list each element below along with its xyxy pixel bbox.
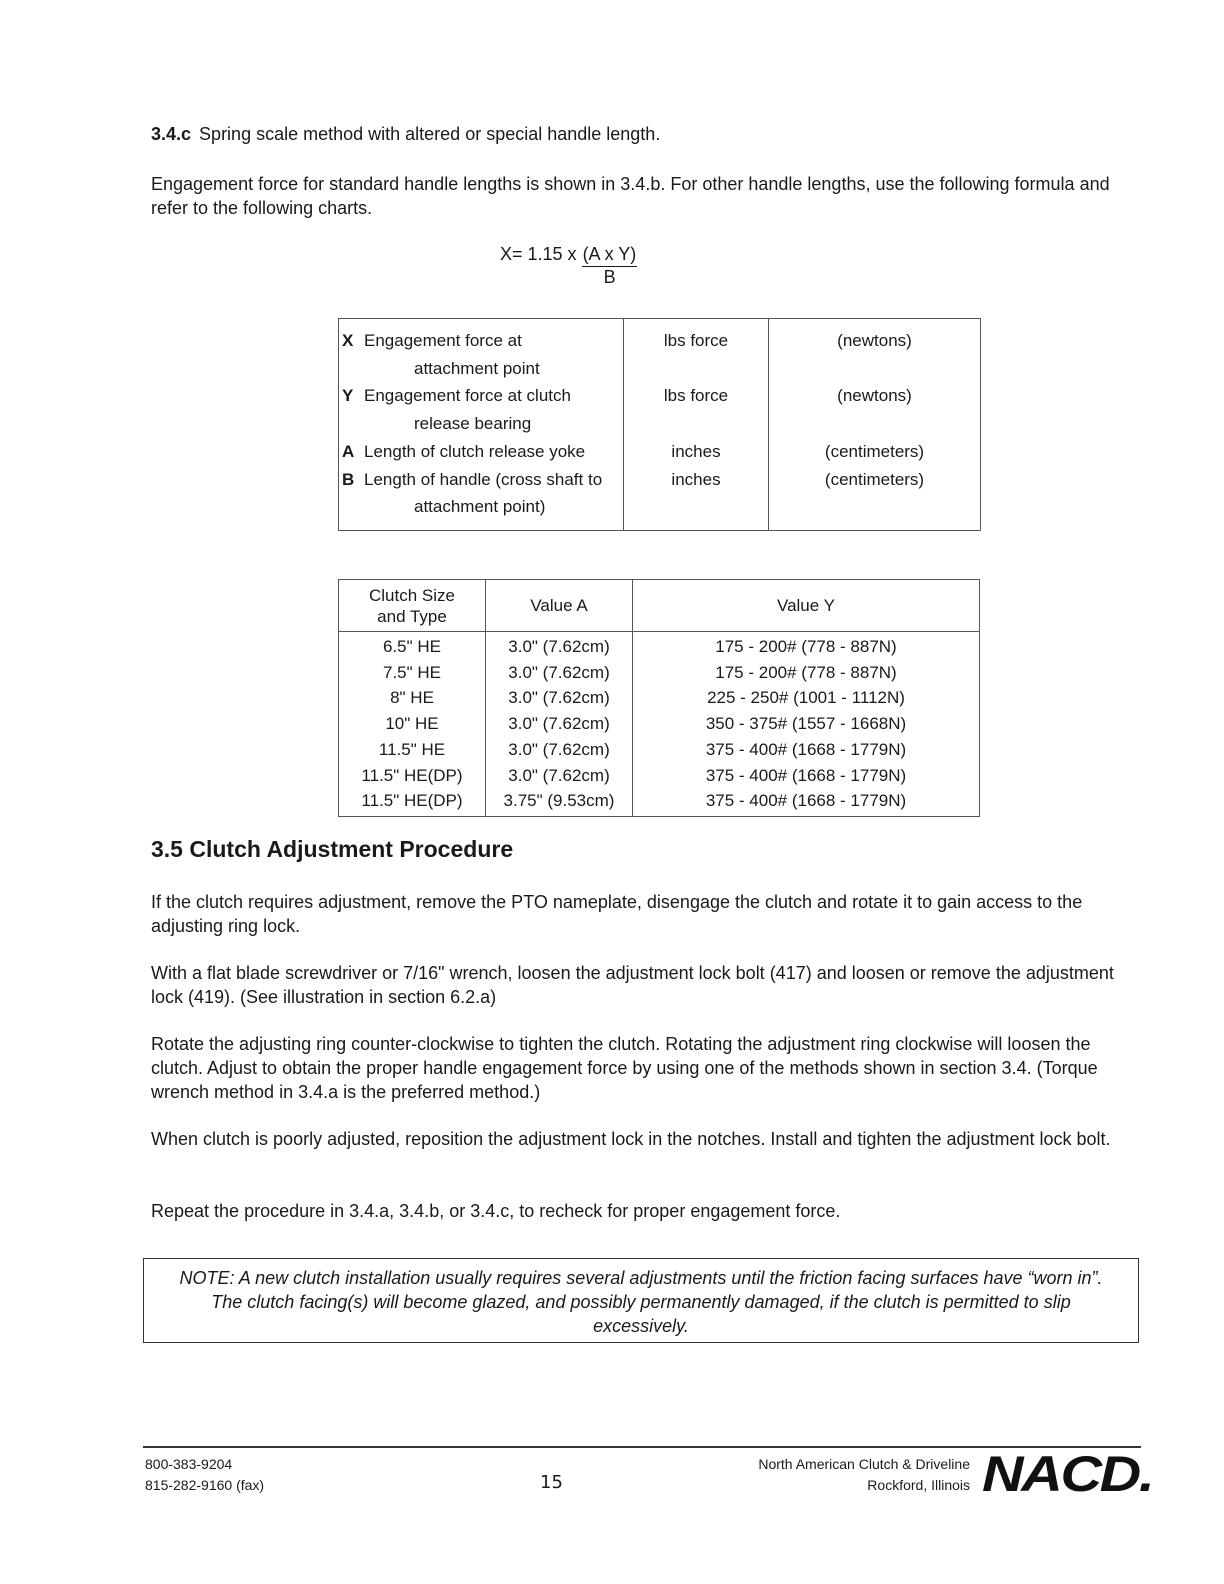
- header-clutch-size: Clutch Size and Type: [339, 580, 486, 632]
- cell-value-y: 175 - 200# (778 - 887N): [633, 660, 980, 686]
- variable-desc-cont: attachment point: [414, 358, 540, 378]
- cell-value-y: 175 - 200# (778 - 887N): [633, 632, 980, 660]
- section-3-4-c-heading: [151, 124, 660, 145]
- table-row: [339, 763, 980, 789]
- variable-key: A: [342, 441, 355, 461]
- table-row: [339, 632, 980, 660]
- clutch-size-table: [338, 579, 980, 817]
- cell-value-a: 3.0" (7.62cm): [486, 763, 633, 789]
- header-value-a: Value A: [486, 580, 633, 632]
- variable-metric: (centimeters): [824, 469, 925, 489]
- cell-value-a: 3.0" (7.62cm): [486, 711, 633, 737]
- section-title: Spring scale method with altered or special handle length.: [199, 124, 661, 144]
- intro-paragraph: Engagement force for standard handle lengths is shown in 3.4.b. For other handle lengths, use the following formula and refer to the following charts.: [151, 174, 1110, 218]
- variable-desc-cont: release bearing: [414, 414, 532, 434]
- table-row: [339, 711, 980, 737]
- variable-desc-cont: attachment point): [414, 497, 546, 517]
- cell-value-y: 225 - 250# (1001 - 1112N): [633, 685, 980, 711]
- cell-size: 11.5" HE(DP): [361, 791, 463, 811]
- nacd-logo: NACD.: [982, 1446, 1153, 1502]
- table-header-row: [339, 580, 980, 632]
- variable-row: [339, 327, 623, 355]
- variable-desc: Engagement force at: [364, 331, 522, 350]
- variable-row: [339, 382, 623, 410]
- table-row: [339, 685, 980, 711]
- cell-value-y: 375 - 400# (1668 - 1779N): [633, 737, 980, 763]
- cell-size: 6.5" HE: [382, 637, 441, 656]
- variables-table: [338, 318, 981, 531]
- variable-desc: Length of clutch release yoke: [364, 441, 586, 461]
- footer-location: Rockford, Illinois: [867, 1477, 970, 1493]
- variable-key: X: [342, 331, 354, 350]
- note-box: NOTE: A new clutch installation usually requires several adjustments until the friction facing surfaces have “worn in”. The clutch facing(s) will become glazed, and possibly permanently damaged, if the clutch is permitted to slip excessively.: [143, 1258, 1139, 1343]
- header-value-y: Value Y: [633, 580, 980, 632]
- variable-key: Y: [342, 386, 354, 406]
- page-number: 15: [540, 1472, 563, 1493]
- cell-size: 11.5" HE(DP): [361, 765, 463, 785]
- variables-unit-column: [624, 319, 769, 531]
- cell-value-a: 3.0" (7.62cm): [486, 737, 633, 763]
- paragraph-4: When clutch is poorly adjusted, reposition the adjustment lock in the notches. Install and tighten the adjustment lock bolt.: [151, 1129, 1111, 1149]
- cell-value-a: 3.0" (7.62cm): [486, 660, 633, 686]
- formula-fraction: [582, 242, 638, 287]
- formula-denominator: B: [603, 267, 616, 287]
- variables-metric-column: [769, 319, 981, 531]
- table-row: [339, 737, 980, 763]
- formula-numerator: (A x Y): [582, 242, 638, 267]
- variable-unit: lbs force: [663, 386, 729, 406]
- variable-key: B: [342, 469, 355, 489]
- variable-row: [339, 466, 623, 494]
- variable-unit: inches: [671, 441, 721, 461]
- formula: [500, 242, 637, 287]
- section-number: 3.4.c: [151, 124, 192, 144]
- table-row: [339, 660, 980, 686]
- footer-fax: 815-282-9160 (fax): [145, 1477, 265, 1493]
- cell-size: 7.5" HE: [382, 662, 441, 682]
- variables-description-column: [339, 319, 624, 531]
- cell-value-y: 375 - 400# (1668 - 1779N): [633, 788, 980, 816]
- footer-company: [690, 1454, 970, 1496]
- footer-company-name: North American Clutch & Driveline: [758, 1456, 970, 1472]
- paragraph-1: If the clutch requires adjustment, remove the PTO nameplate, disengage the clutch and rotate it to gain access to the adjusting ring lock.: [151, 892, 1083, 936]
- cell-value-y: 350 - 375# (1557 - 1668N): [633, 711, 980, 737]
- variable-row: [339, 438, 623, 466]
- cell-size: 10" HE: [385, 714, 439, 734]
- variable-desc: Length of handle (cross shaft to: [364, 469, 603, 489]
- variable-desc: Engagement force at clutch: [364, 386, 571, 406]
- variable-metric: (newtons): [837, 386, 912, 406]
- paragraph-2: With a flat blade screwdriver or 7/16" wrench, loosen the adjustment lock bolt (417) and loosen or remove the adjustment lock (419). (See illustration in section 6.2.a): [151, 963, 1114, 1007]
- cell-value-a: 3.0" (7.62cm): [486, 685, 633, 711]
- cell-size: 11.5" HE: [378, 739, 446, 759]
- cell-value-a: 3.0" (7.62cm): [486, 632, 633, 660]
- paragraph-3: Rotate the adjusting ring counter-clockwise to tighten the clutch. Rotating the adjustment ring clockwise will loosen the clutch. Adjust to obtain the proper handle engagement force by using one of the methods shown in section 3.4. (Torque wrench method in 3.4.a is the preferred method.): [151, 1034, 1098, 1102]
- cell-value-a: 3.75" (9.53cm): [486, 788, 633, 816]
- variable-metric: (newtons): [837, 331, 912, 350]
- cell-size: 8" HE: [390, 688, 434, 708]
- paragraph-5: Repeat the procedure in 3.4.a, 3.4.b, or 3.4.c, to recheck for proper engagement force.: [151, 1201, 841, 1221]
- cell-value-y: 375 - 400# (1668 - 1779N): [633, 763, 980, 789]
- footer-phone: 800-383-9204: [145, 1456, 233, 1472]
- section-3-5-heading: 3.5 Clutch Adjustment Procedure: [151, 836, 514, 862]
- variable-unit: inches: [671, 469, 721, 489]
- table-row: [339, 788, 980, 816]
- footer-contact: [145, 1454, 264, 1496]
- variable-unit: lbs force: [663, 331, 729, 350]
- formula-lhs: X= 1.15 x: [500, 244, 582, 264]
- variable-metric: (centimeters): [824, 441, 925, 461]
